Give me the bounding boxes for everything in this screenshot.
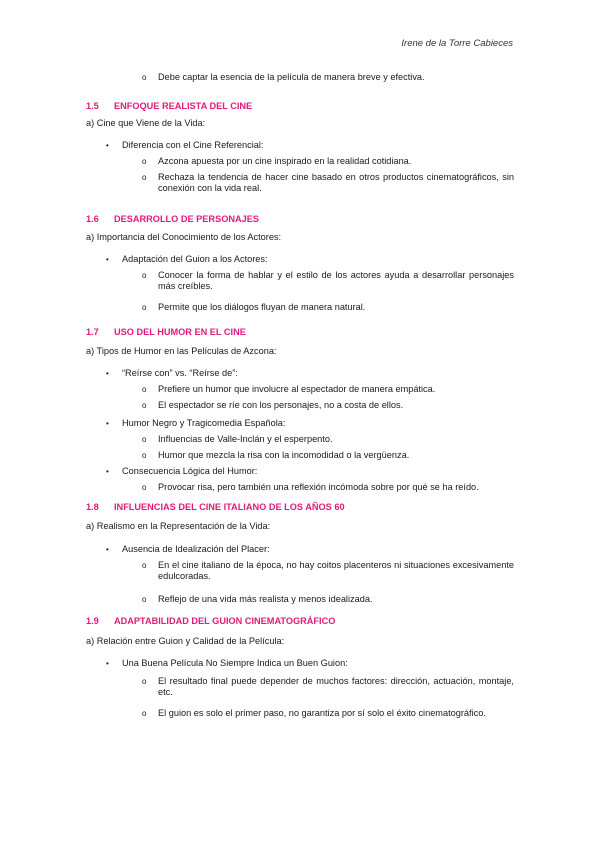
subsection-heading: a) Tipos de Humor en las Películas de Azcona: <box>86 346 277 356</box>
list-item-text: Debe captar la esencia de la película de manera breve y efectiva. <box>158 72 425 82</box>
list-item <box>142 594 514 605</box>
list-item-text: Conocer la forma de hablar y el estilo de los actores ayuda a desarrollar personajes más creíbles. <box>158 270 514 291</box>
sub-bullet-marker: o <box>142 385 147 394</box>
sub-bullet-marker: o <box>142 451 147 460</box>
bullet-text: Humor Negro y Tragicomedia Española: <box>122 418 286 428</box>
list-item-text: El resultado final puede depender de muchos factores: dirección, actuación, montaje, etc. <box>158 676 514 697</box>
section-title: USO DEL HUMOR EN EL CINE <box>114 327 246 337</box>
list-item <box>142 450 514 461</box>
bullet-marker: • <box>106 419 109 428</box>
sub-bullet-marker: o <box>142 677 147 686</box>
bullet-text: Una Buena Película No Siempre Indica un Buen Guion: <box>122 658 348 668</box>
bullet-text: Ausencia de Idealización del Placer: <box>122 544 270 554</box>
sub-bullet-marker: o <box>142 401 147 410</box>
list-item <box>142 676 514 698</box>
bullet-text: Consecuencia Lógica del Humor: <box>122 466 258 476</box>
section-number: 1.8 <box>86 502 99 512</box>
list-item <box>142 302 514 313</box>
sub-bullet-marker: o <box>142 173 147 182</box>
subsection-heading: a) Importancia del Conocimiento de los Actores: <box>86 232 282 242</box>
section-number: 1.6 <box>86 214 99 224</box>
list-item-text: El guion es solo el primer paso, no garantiza por sí solo el éxito cinematográfico. <box>158 708 486 718</box>
list-item <box>142 560 514 582</box>
section-number: 1.7 <box>86 327 99 337</box>
section-heading <box>86 616 335 627</box>
sub-bullet-marker: o <box>142 303 147 312</box>
sub-bullet-marker: o <box>142 595 147 604</box>
list-item-text: Permite que los diálogos fluyan de manera natural. <box>158 302 366 312</box>
subsection-heading: a) Realismo en la Representación de la Vida: <box>86 521 271 531</box>
bullet-marker: • <box>106 659 109 668</box>
list-item-text: En el cine italiano de la época, no hay coitos placenteros ni situaciones excesivamente edulcoradas. <box>158 560 514 581</box>
section-number: 1.9 <box>86 616 99 626</box>
section-heading <box>86 214 259 225</box>
bullet-text: “Reírse con” vs. “Reírse de”: <box>122 368 238 378</box>
list-item <box>142 400 514 411</box>
list-item <box>142 482 514 493</box>
bullet-marker: • <box>106 545 109 554</box>
list-item <box>142 384 514 395</box>
list-item-text: Azcona apuesta por un cine inspirado en la realidad cotidiana. <box>158 156 412 166</box>
sub-bullet-marker: o <box>142 483 147 492</box>
section-title: ADAPTABILIDAD DEL GUION CINEMATOGRÁFICO <box>114 616 336 626</box>
sub-bullet-marker: o <box>142 271 147 280</box>
list-item-text: El espectador se ríe con los personajes, no a costa de ellos. <box>158 400 404 410</box>
list-item-text: Rechaza la tendencia de hacer cine basado en otros productos cinematográficos, sin conexión con la vida real. <box>158 172 514 193</box>
list-item-text: Humor que mezcla la risa con la incomodidad o la vergüenza. <box>158 450 410 460</box>
section-title: INFLUENCIAS DEL CINE ITALIANO DE LOS AÑOS 60 <box>114 502 345 512</box>
sub-bullet-marker: o <box>142 435 147 444</box>
bullet-text: Diferencia con el Cine Referencial: <box>122 140 264 150</box>
list-item <box>142 156 514 167</box>
sub-bullet-marker: o <box>142 73 147 82</box>
bullet-text: Adaptación del Guion a los Actores: <box>122 254 268 264</box>
section-title: ENFOQUE REALISTA DEL CINE <box>114 101 253 111</box>
section-heading <box>86 502 345 513</box>
list-item <box>142 434 514 445</box>
bullet-marker: • <box>106 467 109 476</box>
list-item-text: Prefiere un humor que involucre al espectador de manera empática. <box>158 384 436 394</box>
subsection-heading: a) Cine que Viene de la Vida: <box>86 118 206 128</box>
list-item-text: Influencias de Valle-Inclán y el esperpento. <box>158 434 333 444</box>
sub-bullet-marker: o <box>142 561 147 570</box>
list-item-text: Reflejo de una vida más realista y menos idealizada. <box>158 594 373 604</box>
section-number: 1.5 <box>86 101 99 111</box>
bullet-marker: • <box>106 369 109 378</box>
bullet-marker: • <box>106 141 109 150</box>
list-item <box>142 72 514 83</box>
section-title: DESARROLLO DE PERSONAJES <box>114 214 259 224</box>
list-item <box>142 708 514 719</box>
sub-bullet-marker: o <box>142 709 147 718</box>
section-heading <box>86 101 252 112</box>
subsection-heading: a) Relación entre Guion y Calidad de la Película: <box>86 636 285 646</box>
list-item-text: Provocar risa, pero también una reflexión incómoda sobre por qué se ha reído. <box>158 482 479 492</box>
list-item <box>142 270 514 292</box>
section-heading <box>86 327 246 338</box>
list-item <box>142 172 514 194</box>
header-author: Irene de la Torre Cabieces <box>401 38 513 49</box>
sub-bullet-marker: o <box>142 157 147 166</box>
bullet-marker: • <box>106 255 109 264</box>
